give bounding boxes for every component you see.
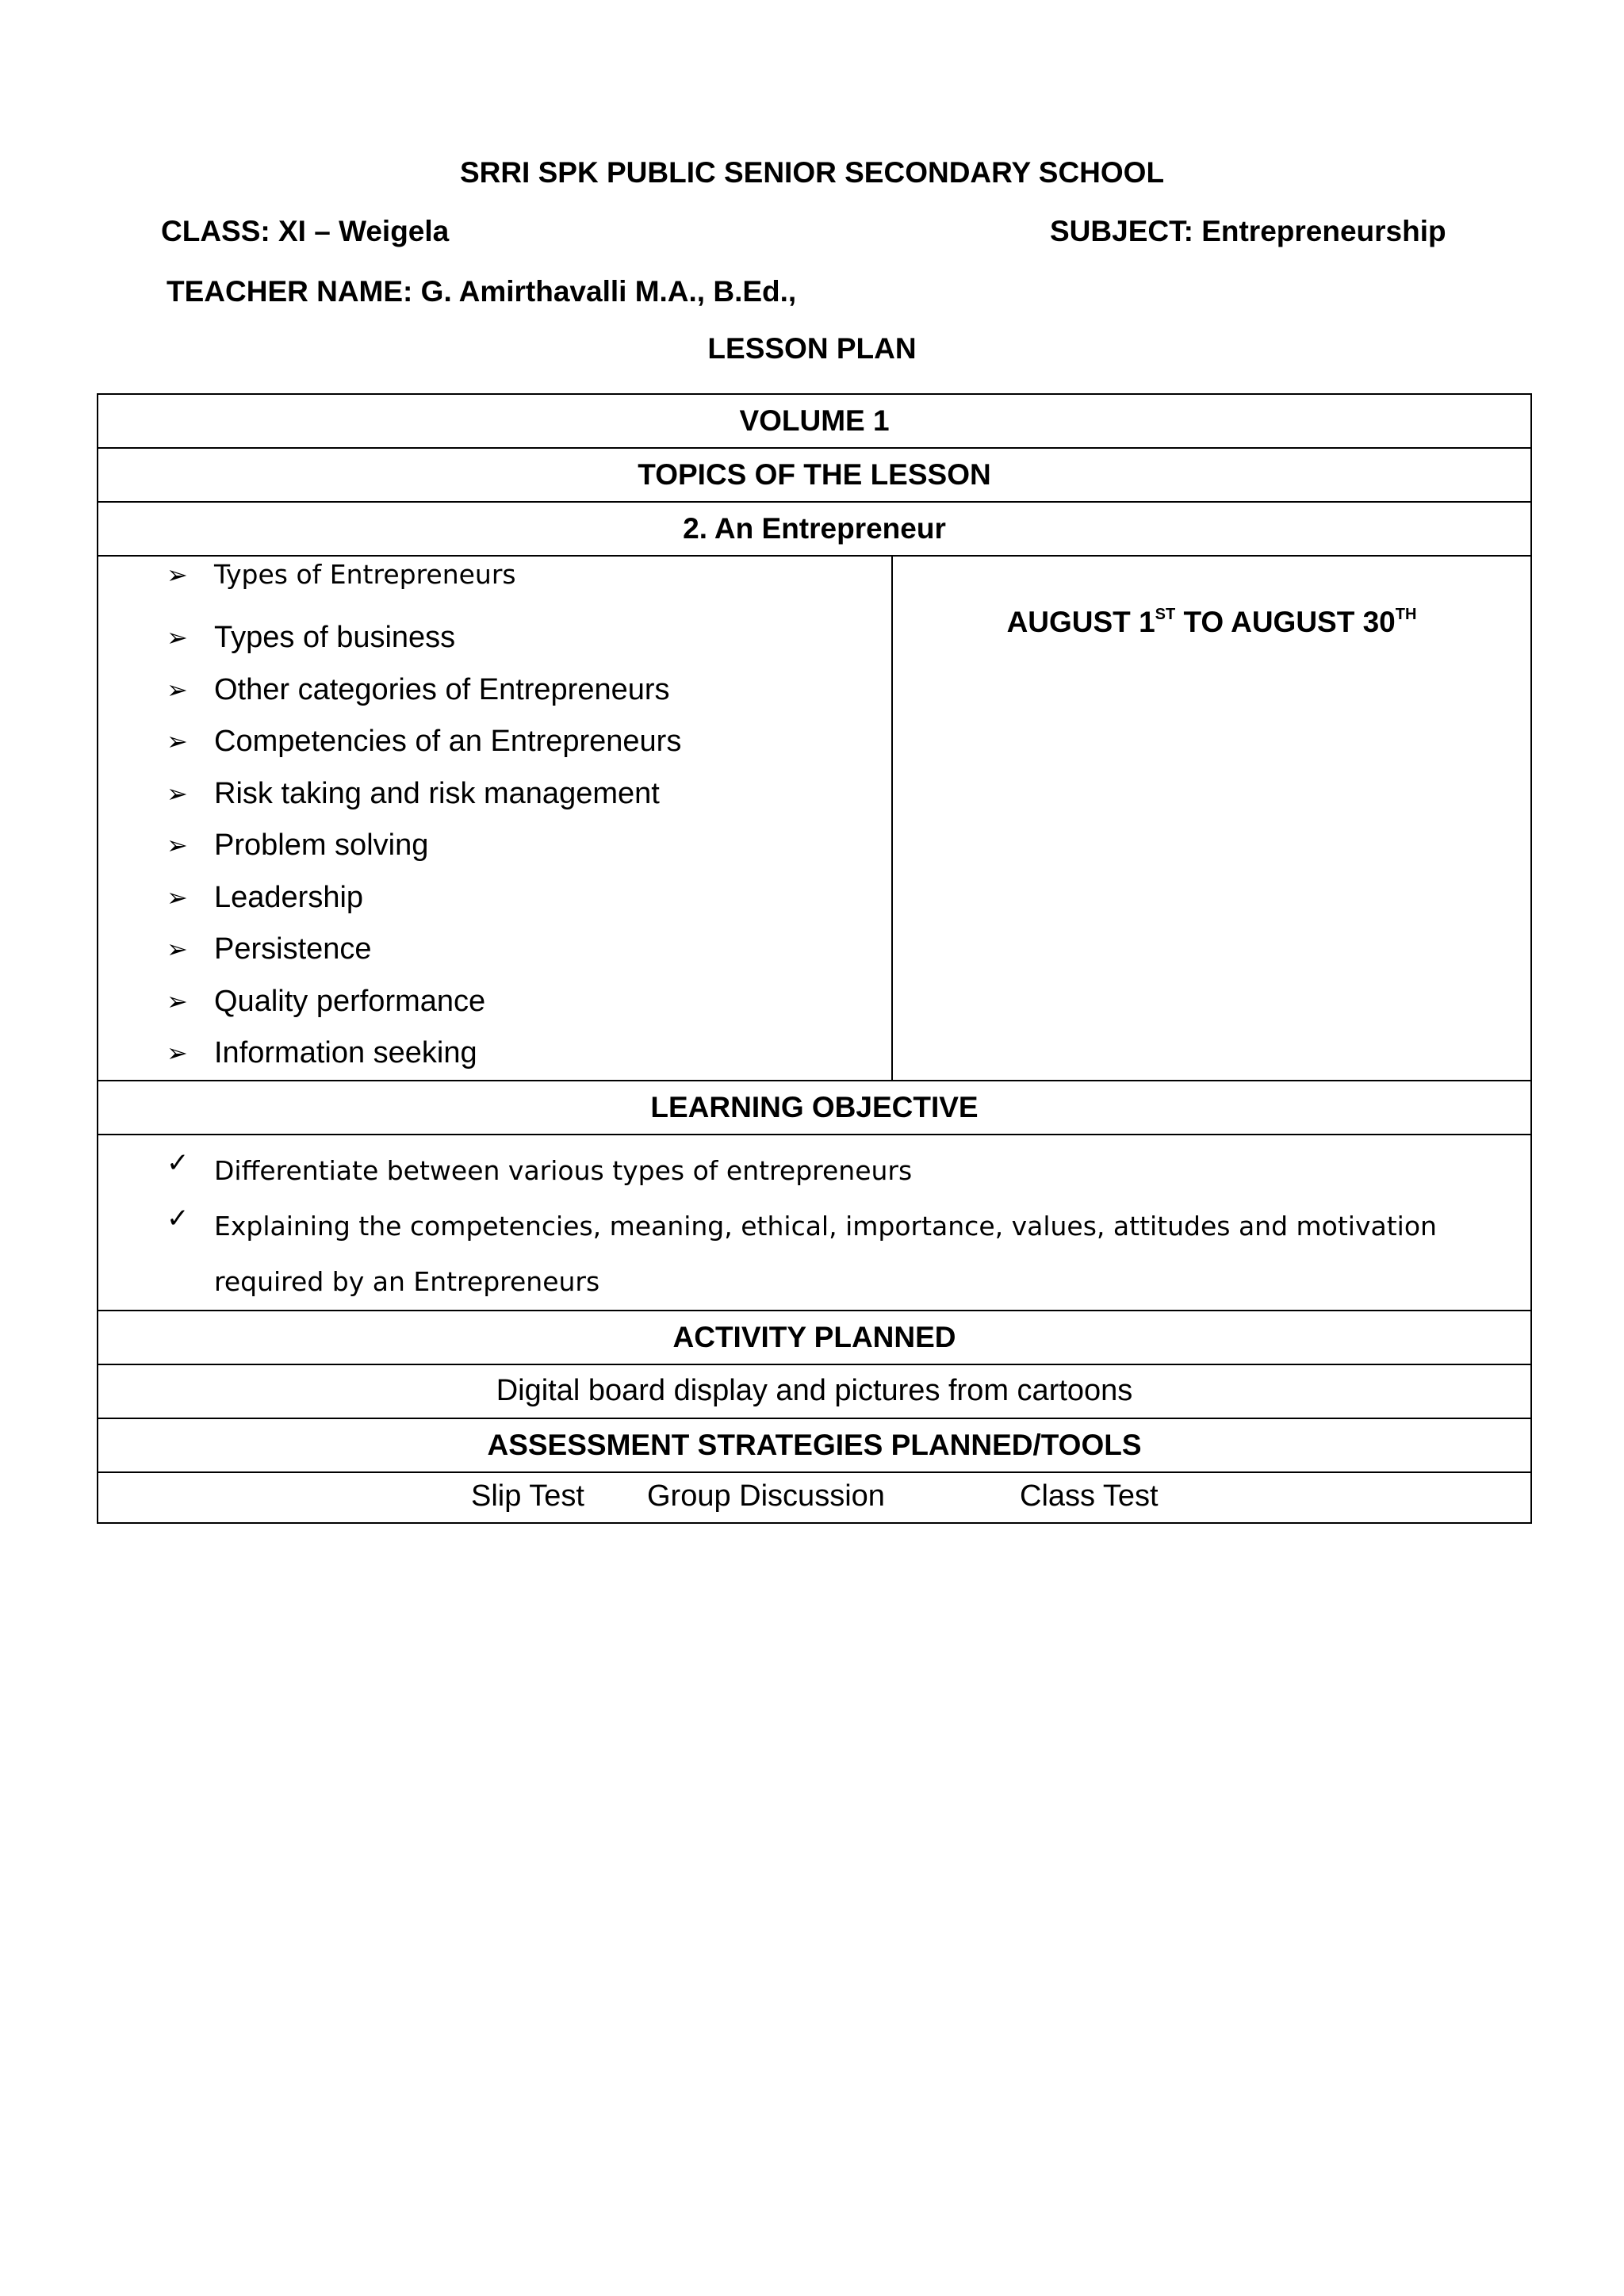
topics-cell [98, 556, 892, 1081]
list-item [167, 557, 891, 612]
arrow-bullet-icon: ➢ [167, 1038, 188, 1068]
subject-label: SUBJECT: Entrepreneurship [1050, 215, 1446, 247]
teacher-name: TEACHER NAME: G. Amirthavalli M.A., B.Ed., [167, 275, 797, 308]
arrow-bullet-icon: ➢ [167, 726, 188, 756]
tool-group-discussion: Group Discussion [647, 1479, 885, 1513]
date-end-suffix: TH [1395, 606, 1417, 623]
list-item [167, 612, 891, 664]
arrow-bullet-icon: ➢ [167, 778, 188, 809]
tool-slip-test: Slip Test [471, 1479, 584, 1513]
activity-heading: ACTIVITY PLANNED [98, 1311, 1531, 1364]
topics-heading: TOPICS OF THE LESSON [98, 448, 1531, 502]
topic-text: Other categories of Entrepreneurs [214, 672, 670, 706]
list-item [167, 768, 891, 821]
check-mark-icon: ✓ [167, 1147, 190, 1179]
date-start: AUGUST 1 [1006, 606, 1155, 638]
objective-heading: LEARNING OBJECTIVE [98, 1081, 1531, 1135]
list-item [167, 820, 891, 872]
topics-list [167, 557, 891, 1080]
objective-text: Explaining the competencies, meaning, ethical, importance, values, attitudes and motivation required by an Entrepreneurs [214, 1211, 1437, 1297]
topic-text: Risk taking and risk management [214, 776, 660, 810]
topic-text: Quality performance [214, 984, 486, 1018]
list-item [167, 1199, 1530, 1310]
list-item [167, 1143, 1530, 1199]
list-item [167, 924, 891, 976]
topic-text: Leadership [214, 880, 364, 914]
arrow-bullet-icon: ➢ [167, 560, 188, 590]
objective-text: Differentiate between various types of entrepreneurs [214, 1155, 913, 1186]
tool-class-test: Class Test [1020, 1479, 1159, 1513]
topic-text: Competencies of an Entrepreneurs [214, 725, 682, 758]
arrow-bullet-icon: ➢ [167, 985, 188, 1016]
arrow-bullet-icon: ➢ [167, 622, 188, 652]
dates-cell [892, 556, 1531, 1081]
topic-text: Problem solving [214, 828, 429, 862]
list-item [167, 872, 891, 924]
school-name: SRRI SPK PUBLIC SENIOR SECONDARY SCHOOL [459, 156, 1165, 189]
list-item [167, 976, 891, 1028]
objectives-cell [98, 1135, 1531, 1311]
arrow-bullet-icon: ➢ [167, 882, 188, 913]
topic-text: Types of business [214, 621, 456, 654]
class-label: CLASS: XI – Weigela [161, 215, 450, 247]
arrow-bullet-icon: ➢ [167, 674, 188, 705]
date-range [1007, 606, 1417, 639]
list-item [167, 716, 891, 768]
objectives-list [167, 1143, 1530, 1310]
lesson-title: 2. An Entrepreneur [98, 502, 1531, 556]
tools-cell [98, 1472, 1531, 1523]
lesson-plan-title: LESSON PLAN [707, 332, 917, 365]
topic-text: Persistence [214, 932, 372, 966]
list-item [167, 664, 891, 717]
assessment-heading: ASSESSMENT STRATEGIES PLANNED/TOOLS [98, 1418, 1531, 1472]
volume-heading: VOLUME 1 [98, 394, 1531, 448]
activity-text: Digital board display and pictures from cartoons [98, 1364, 1531, 1418]
arrow-bullet-icon: ➢ [167, 830, 188, 860]
lesson-plan-table [97, 393, 1532, 1524]
topic-text: Information seeking [214, 1036, 477, 1070]
date-start-suffix: ST [1155, 606, 1176, 623]
arrow-bullet-icon: ➢ [167, 934, 188, 964]
date-end: TO AUGUST 30 [1175, 606, 1396, 638]
list-item [167, 1027, 891, 1080]
topic-text: Types of Entrepreneurs [214, 559, 516, 590]
check-mark-icon: ✓ [167, 1203, 190, 1234]
